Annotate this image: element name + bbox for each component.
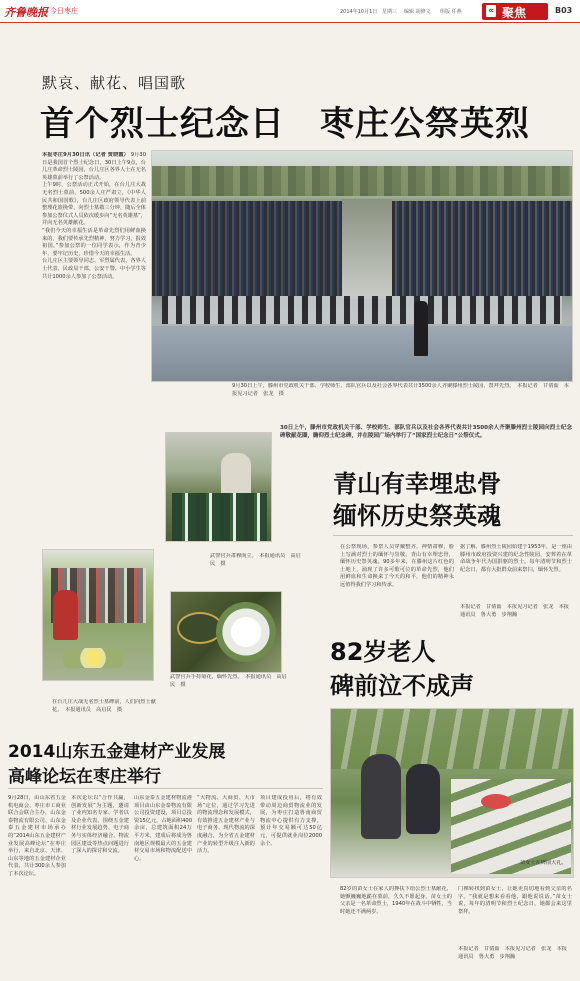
photo-ceremony [151,150,573,382]
story2-column-a: 在公祭现场，参祭人员穿戴整齐，神情肃穆，脸上写满对烈士的缅怀与崇敬。青山有幸埋忠骨，缅怀历史祭英魂。90多年来，在滕州这片红色的土地上，涌现了许多可歌可泣的革命先烈，他们用鲜血和生命换来了今天的和平，他们的精神永远值得我们学习和传承。 [340,544,454,588]
story4-divider [8,788,323,789]
photo-children [42,549,154,681]
story4-column: 山东金泰五金建材物流港项目由山东金泰物流有限公司投资建设，项目总投资15亿元，占地面积400余亩，总建筑面积24万平方米，建成后将成为鲁南地区规模最大的五金建材交易市场和物流配送中心。 [134,795,192,862]
editor-credit: 编辑 胡修文 [404,9,431,15]
photo-guards [165,432,272,542]
ceremony-crowd-left [152,201,342,296]
newspaper-logo: 齐鲁晚报 [4,6,48,19]
section-name: 聚焦 [502,6,527,20]
story3-headline-2: 碑前泣不成声 [330,672,474,700]
ceremony-trees [152,166,572,196]
headline-title: 首个烈士纪念日 枣庄公祭英烈 [40,104,530,144]
ceremony-plaza [152,326,572,381]
elderly-woman [361,754,401,839]
story2-headline-2: 缅怀历史祭英魂 [333,502,501,530]
story4-column: 项目建成投用后，将有效带动周边商贸物流业的发展，为枣庄打造鲁南商贸物流中心提供有力支撑。预计年交易额可达50亿元，可提供就业岗位2000余个。 [260,795,322,847]
photo-elderly [330,708,574,878]
chevron-left-icon: « [486,5,496,17]
elderly-companion [406,764,440,834]
photo-ceremony-caption: 9月30日上午，滕州市党政机关干部、学校师生、部队官兵以及社会各界代表共计3500余人齐聚滕州烈士陵园，祭拜先烈。 本报记者 甘倩茹 本报见习记者 张龙 摄 [232,383,569,397]
photo-children-caption: 在台儿庄大战无名烈士墓碑前，人们向烈士献花。 本报通讯员 高启民 摄 [52,699,156,713]
photo-elderly-caption: 苗女士在碑前大礼。 [520,860,567,866]
headline-kicker: 默哀、献花、唱国歌 [42,74,187,92]
ceremony-crowd-right [392,201,572,296]
story4-column: 9月28日，由山东省五金机电商会、枣庄市工商业联合会联合主办，山东金泰物流有限公司、山东金泰五金建材市场承办的“2014山东五金建材产业发展高峰论坛”在枣庄举行，来自北京、天津、山东等地的五金建材企业代表，共计300余人参加了本次论坛。 [8,795,66,877]
story3-column-b: 门裸转找到苗女士，让她更真切地看到父亲的名字。“我就是想来看看他，跟他说说话。”苗女士说，每年的清明节和烈士纪念日，她都会来这里祭拜。 [458,886,572,915]
guards-figures [172,493,267,541]
children-flowers [63,648,123,668]
elderly-wreath [481,794,511,809]
story4-headline-1: 2014山东五金建材产业发展 [8,742,226,762]
page-number: B03 [555,6,573,15]
story4-column: 本次论坛以“合作共赢，创新发展”为主题，邀请了业内知名专家、学者以及企业代表，围绕五金建材行业发展趋势、电子商务与实体经济融合、物流园区建设等热点问题进行了深入的探讨和交流。 [71,795,129,855]
children-girl [53,590,78,640]
lead-paragraph: 台儿庄区主要领导同志、军烈属代表、各界人士代表、民政局干部、公安干警、中小学生等共计1000余人参加了公祭活动。 [42,258,146,280]
story3-credit: 本报记者 甘倩茹 本报见习记者 张龙 本报通讯员 鲁大勇 步翔瀚 [458,946,567,960]
photo-flowers [170,591,282,673]
ceremony-front-row [162,296,562,324]
story2-credit: 本报记者 甘倩茹 本报见习记者 张龙 本报通讯员 鲁大勇 步翔瀚 [460,604,569,618]
flowers-blossoms [216,602,276,662]
section-tab [482,3,548,20]
designer-credit: 组版 任燕 [440,9,462,15]
photo-guards-caption: 武警官兵肃穆而立。 本报通讯员 高启民 摄 [210,553,301,567]
masthead [0,0,580,23]
lead-byline: 本报枣庄9月30日讯（记者 贾晓霞） [42,152,129,158]
edition-name: 今日枣庄 [50,7,78,15]
story4-headline-2: 高峰论坛在枣庄举行 [8,767,161,787]
photo-flowers-caption: 武警官兵手持菊花，缅怀先烈。 本报通讯员 高启民 摄 [170,674,287,688]
issue-date: 2014年10月1日 [340,9,378,15]
ceremony-avenue [342,199,392,299]
lead-paragraph: 9月30日是我国首个烈士纪念日，30日上午9点，台儿庄革命烈士陵园，台儿庄区各界人士在无名英雄墓前举行了公祭活动。 [42,152,146,181]
story2-headline-1: 青山有幸埋忠骨 [333,470,501,498]
story2-divider [333,535,573,536]
story3-headline-1: 82岁老人 [330,638,436,666]
issue-weekday: 星期三 [382,9,398,15]
lead-paragraph: “我们今天的幸福生活是革命先烈们用鲜血换来的，我们要传承先烈精神，努力学习，报效祖国。”参加公祭的一位同学表示，作为青少年，要牢记历史，珍惜今天的幸福生活。 [42,227,146,257]
story3-column-a: 82岁的苗女士在家人的搀扶下给公烈士墓献花，她颤巍巍地跪在墓前，久久不愿起身。苗女士的父亲是一名革命烈士，1940年在战斗中牺牲，当时她还不满两岁。 [340,886,452,915]
story4-column: “大物流、大商贸、大市场”定位，通过学习先进的物流理念和发展模式，有效推进五金建材产业与电子商务、现代物流的深度融合，为全省五金建材产业的转型升级注入新的活力。 [197,795,255,855]
story2-intro: 30日上午，滕州市党政机关干部、学校师生、部队官兵以及社会各界代表共计3500余人齐聚滕州烈士陵园向烈士纪念碑敬献花圈，瞻仰烈士纪念碑，并在陵园广场内举行了“国家烈士纪念日”公祭仪式。 [280,425,572,439]
lead-column [42,152,146,512]
guards-monument [221,453,251,498]
ceremony-speaker [414,301,428,356]
lead-paragraph: 上午9时，公祭活动正式开始，在台儿庄大战无名烈士墓前，500余人庄严肃立，《中华人民共和国国歌》，台儿庄区政府领导代表上前整理花篮挽带，向烈士墓敬三分钟，随后全体参加公祭仪式人员依次缓步向“无名英雄墓”，并向无名英雄献花。 [42,182,146,227]
story2-column-b: 据了解，滕州烈士陵园始建于1953年，是一座由滕州市政府投资兴建的纪念性陵园，安葬着在革命战争年代为国捐躯的烈士。每年清明节和烈士纪念日，都有大批群众前来祭扫，缅怀先烈。 [460,544,572,573]
